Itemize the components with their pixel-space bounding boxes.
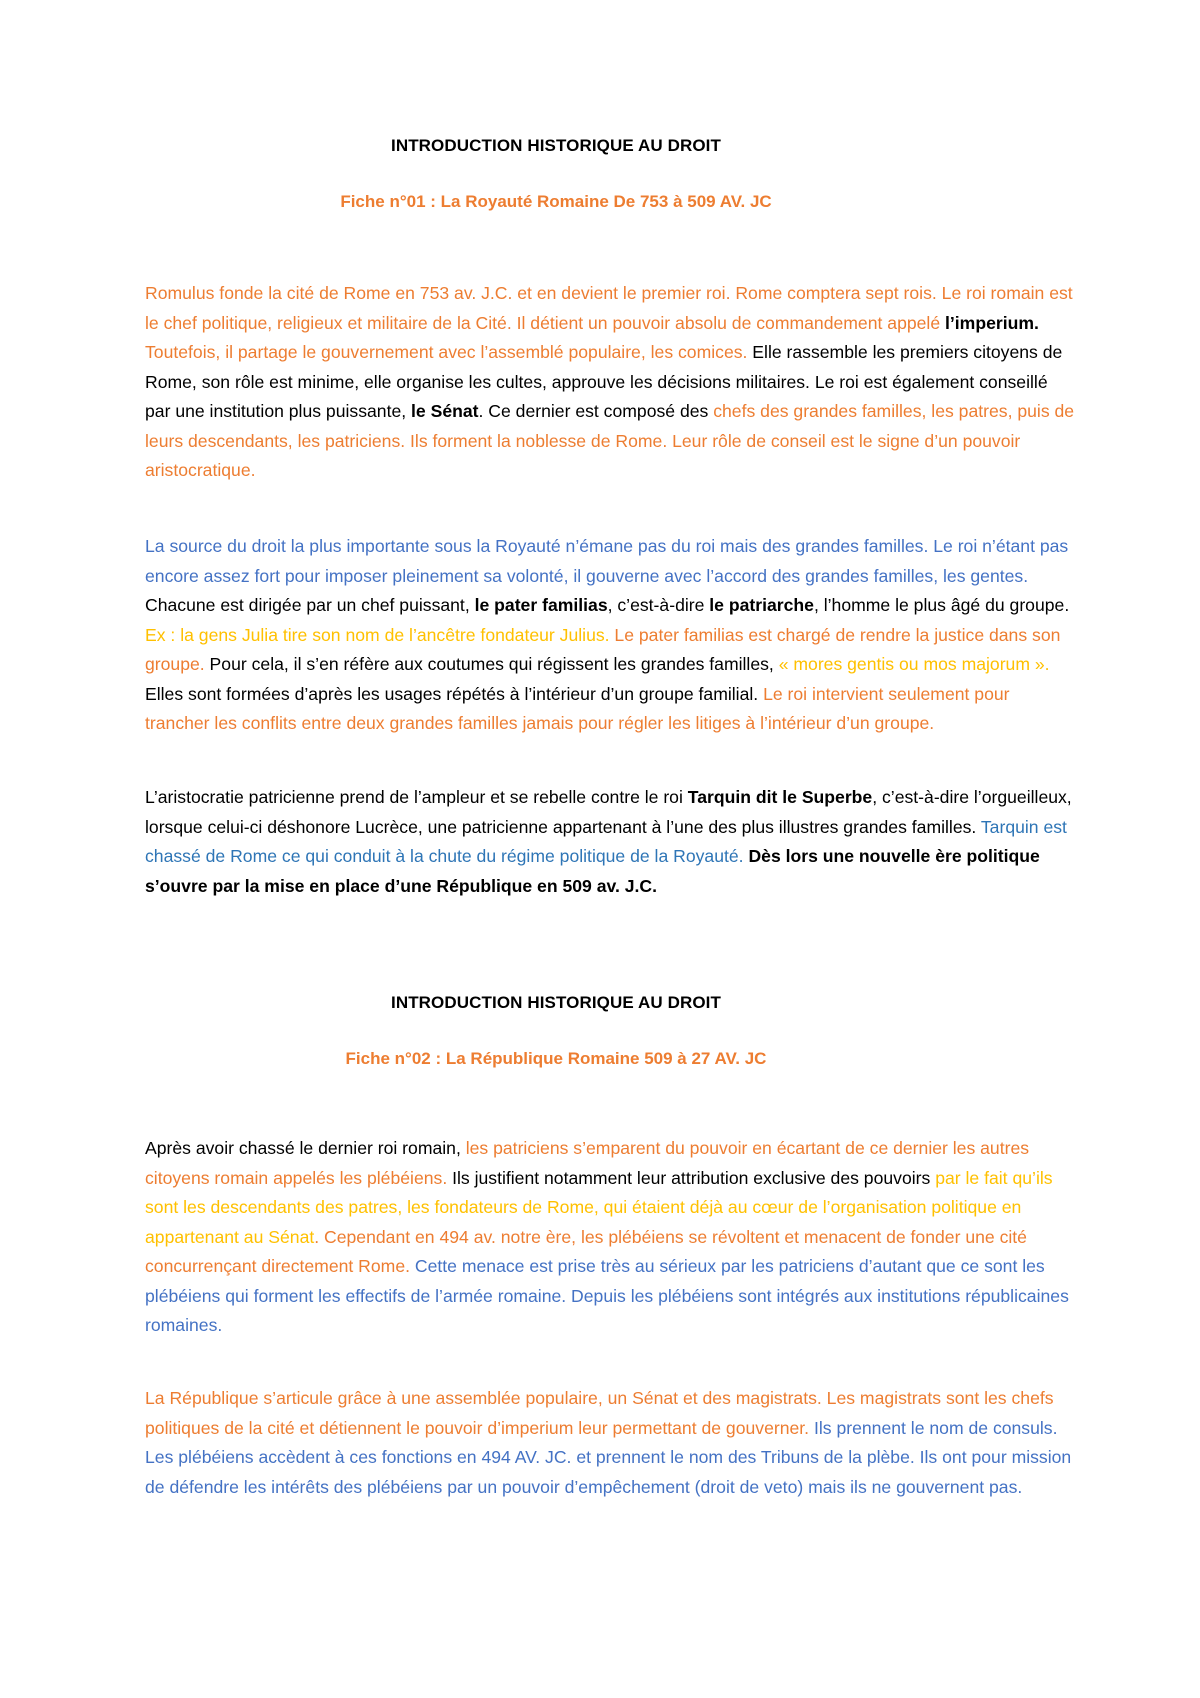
text-run: , c’est-à-dire — [607, 595, 710, 615]
text-run: le patriarche — [709, 595, 814, 615]
sheet-subtitle-1: Fiche n°01 : La Royauté Romaine De 753 à 509 AV. JC — [340, 192, 772, 211]
text-run: Le pater familias est chargé de rendre la justice dans son groupe. — [145, 624, 1061, 674]
text-run: , l’homme le plus âgé du groupe. — [813, 595, 1070, 615]
sheet1-paragraph-2 — [145, 532, 1075, 739]
sheet2-paragraph-1 — [145, 1134, 1075, 1341]
text-run: Ex : la gens Julia tire son nom de l’ancêtre fondateur Julius. — [145, 624, 610, 645]
text-run: Tarquin dit le Superbe — [687, 787, 873, 807]
text-run: Chacune est dirigée par un chef puissant, — [145, 595, 475, 615]
text-run: . Ce dernier est composé des — [478, 401, 714, 421]
text-run: La source du droit la plus importante sous la Royauté n’émane pas du roi mais des grandes familles. Le roi n’étant pas encore assez fort pour imposer pleinement sa volonté, il gouverne avec l’accord des grandes familles, — [145, 536, 1069, 586]
page-title-1: INTRODUCTION HISTORIQUE AU DROIT — [391, 136, 721, 155]
text-run: les patriciens s’emparent du pouvoir en écartant de ce dernier les autres citoyens romain appelés les plébéiens. — [145, 1138, 1030, 1188]
text-run: Toutefois, il partage le gouvernement avec l’assemblé populaire, les comices. — [145, 342, 748, 362]
text-run: Pour cela, il s’en réfère aux coutumes qui régissent les grandes familles, — [204, 654, 779, 674]
text-run: le pater familias — [474, 595, 608, 615]
text-run: « mores gentis ou mos majorum ». — [778, 654, 1050, 674]
text-run: Elle rassemble les premiers citoyens de Rome, son rôle est minime, elle organise les cultes, approuve les décisions militaires. Le roi est également conseillé par une institution plus puissante, — [145, 342, 1063, 421]
text-run: Dès lors une nouvelle ère politique s’ouvre par la mise en place d’une République en 509 av. J.C. — [145, 846, 1040, 896]
text-run: Elles sont formées d’après les usages répétés à l’intérieur d’un groupe familial. — [145, 683, 764, 704]
text-run: Ils justifient notamment leur attribution exclusive des pouvoirs — [447, 1167, 936, 1188]
sheet2-paragraph-2 — [145, 1384, 1075, 1502]
text-run: les gentes. — [943, 565, 1029, 586]
text-run: L’aristocratie patricienne prend de l’ampleur et se rebelle contre le roi — [145, 787, 688, 807]
sheet1-paragraph-1 — [145, 279, 1075, 486]
page-title-2: INTRODUCTION HISTORIQUE AU DROIT — [391, 993, 721, 1012]
text-run: Romulus fonde la cité de Rome en 753 av. J.C. et en devient le premier roi. Rome comptera sept rois. Le roi romain est le chef politique, religieux et militaire de la Cité. Il détient un pouvoir absolu de commandement appelé — [145, 283, 1073, 333]
text-run: le Sénat — [411, 401, 479, 421]
text-run: La République s’articule grâce à une assemblée populaire, un Sénat et des magistrats. Les magistrats sont les chefs politiques de la cité et détiennent le pouvoir d’imperium leur permettant de gouverner. — [145, 1388, 1054, 1438]
text-run: chefs des grandes familles, les patres, puis de leurs descendants, les patriciens. Ils forment la noblesse de Rome. Leur rôle de conseil est le signe d’un pouvoir aristocratique. — [145, 401, 1075, 480]
text-run: . Cependant en 494 av. notre ère, les plébéiens se révoltent et menacent de fonder une cité concurrençant directement Rome. — [145, 1226, 1027, 1276]
sheet1-paragraph-3 — [145, 783, 1075, 901]
text-run: l’imperium. — [945, 312, 1039, 333]
text-run: , c’est-à-dire l’orgueilleux, lorsque celui-ci déshonore Lucrèce, une patricienne appartenant à l’une des plus illustres grandes familles. — [145, 787, 1072, 837]
text-run: par le fait qu’ils sont les descendants des patres, les fondateurs de Rome, qui étaient déjà au cœur de l’organisation politique en appartenant au Sénat — [145, 1167, 1053, 1247]
text-run: Ils prennent le nom de consuls. Les plébéiens accèdent à ces fonctions en 494 AV. JC. et prennent le nom des Tribuns de la plèbe. Ils ont pour mission de défendre les intérêts des plébéiens par un pouvoir d’empêchement (droit de veto) mais ils ne gouvernent pas. — [145, 1417, 1072, 1497]
sheet-subtitle-2: Fiche n°02 : La République Romaine 509 à 27 AV. JC — [345, 1049, 767, 1068]
text-run: Le roi intervient seulement pour trancher les conflits entre deux grandes familles jamais pour régler les litiges à l’intérieur d’un groupe. — [145, 683, 1010, 733]
text-run: Après avoir chassé le dernier roi romain, — [145, 1138, 466, 1158]
text-run: Tarquin est chassé de Rome ce qui conduit à la chute du régime politique de la Royauté. — [145, 816, 1067, 866]
text-run: Cette menace est prise très au sérieux par les patriciens d’autant que ce sont les plébéiens qui forment les effectifs de l’armée romaine. Depuis les plébéiens sont intégrés aux institutions républicaines romaines. — [145, 1256, 1069, 1335]
